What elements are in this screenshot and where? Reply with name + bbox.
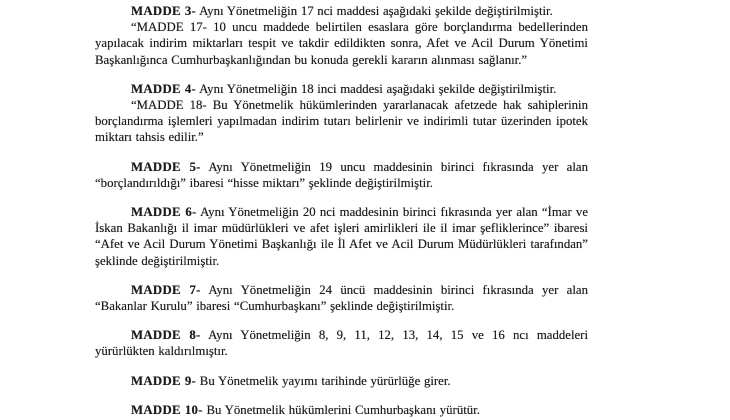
document-text-block bbox=[95, 3, 588, 418]
article-body-madde-6: Aynı Yönetmeliğin 20 nci maddesinin birinci fıkrasında yer alan “İmar ve İskan Bakanlığı il imar müdürlükleri ve afet işleri amirlikleri ile il imar şefliklerince” ibaresi “Afet ve Acil Durum Yönetimi Başkanlığı ile İl Afet ve Acil Durum Müdürlükleri tarafından” şeklinde değiştirilmiştir. bbox=[95, 205, 588, 268]
paragraph-quote-madde-17 bbox=[95, 19, 588, 68]
article-lead-madde-6: MADDE 6- bbox=[131, 205, 197, 220]
article-body-madde-4: Aynı Yönetmeliğin 18 inci maddesi aşağıdaki şekilde değiştirilmiştir. bbox=[196, 81, 557, 96]
article-body-madde-3: Aynı Yönetmeliğin 17 nci maddesi aşağıdaki şekilde değiştirilmiştir. bbox=[196, 4, 553, 18]
paragraph-madde-3 bbox=[95, 3, 588, 19]
article-lead-madde-7: MADDE 7- bbox=[131, 282, 201, 297]
paragraph-madde-4 bbox=[95, 81, 588, 97]
paragraph-madde-7 bbox=[95, 282, 588, 314]
article-lead-madde-5: MADDE 5- bbox=[131, 159, 201, 174]
article-body-madde-7: Aynı Yönetmeliğin 24 üncü maddesinin birinci fıkrasında yer alan “Bakanlar Kurulu” ibaresi “Cumhurbaşkanı” şeklinde değiştirilmiştir. bbox=[95, 282, 588, 314]
article-lead-madde-8: MADDE 8- bbox=[131, 328, 201, 343]
paragraph-quote-madde-18 bbox=[95, 97, 588, 146]
paragraph-madde-10 bbox=[95, 402, 588, 418]
paragraph-madde-9 bbox=[95, 373, 588, 389]
article-body-quote-madde-18: “MADDE 18- Bu Yönetmelik hükümlerinden yararlanacak afetzede hak sahiplerinin borçlandırma işlemleri yapılmadan indirim tutarı belirlenir ve indirimli tutar üzerinden ipotek miktarı tahsis edilir.” bbox=[95, 98, 588, 145]
paragraph-madde-5 bbox=[95, 159, 588, 191]
article-lead-madde-4: MADDE 4- bbox=[131, 81, 197, 96]
paragraph-madde-8 bbox=[95, 327, 588, 359]
article-lead-madde-3: MADDE 3- bbox=[131, 4, 197, 18]
article-body-madde-10: Bu Yönetmelik hükümlerini Cumhurbaşkanı yürütür. bbox=[202, 402, 480, 417]
article-body-madde-8: Aynı Yönetmeliğin 8, 9, 11, 12, 13, 14, 15 ve 16 ncı maddeleri yürürlükten kaldırılmıştır. bbox=[95, 328, 588, 359]
article-lead-madde-10: MADDE 10- bbox=[131, 402, 203, 417]
article-body-madde-9: Bu Yönetmelik yayımı tarihinde yürürlüğe girer. bbox=[196, 373, 451, 388]
article-body-quote-madde-17: “MADDE 17- 10 uncu maddede belirtilen esaslara göre borçlandırma bedellerinden yapılacak indirim miktarları tespit ve takdir edildikten sonra, Afet ve Acil Durum Yönetimi Başkanlığınca Cumhurbaşkanlığından bu konuda gerekli kararın alınması sağlanır.” bbox=[95, 20, 588, 67]
article-lead-madde-9: MADDE 9- bbox=[131, 373, 197, 388]
paragraph-madde-6 bbox=[95, 204, 588, 269]
article-body-madde-5: Aynı Yönetmeliğin 19 uncu maddesinin birinci fıkrasında yer alan “borçlandırıldığı” ibaresi “hisse miktarı” şeklinde değiştirilmiştir. bbox=[95, 159, 588, 190]
